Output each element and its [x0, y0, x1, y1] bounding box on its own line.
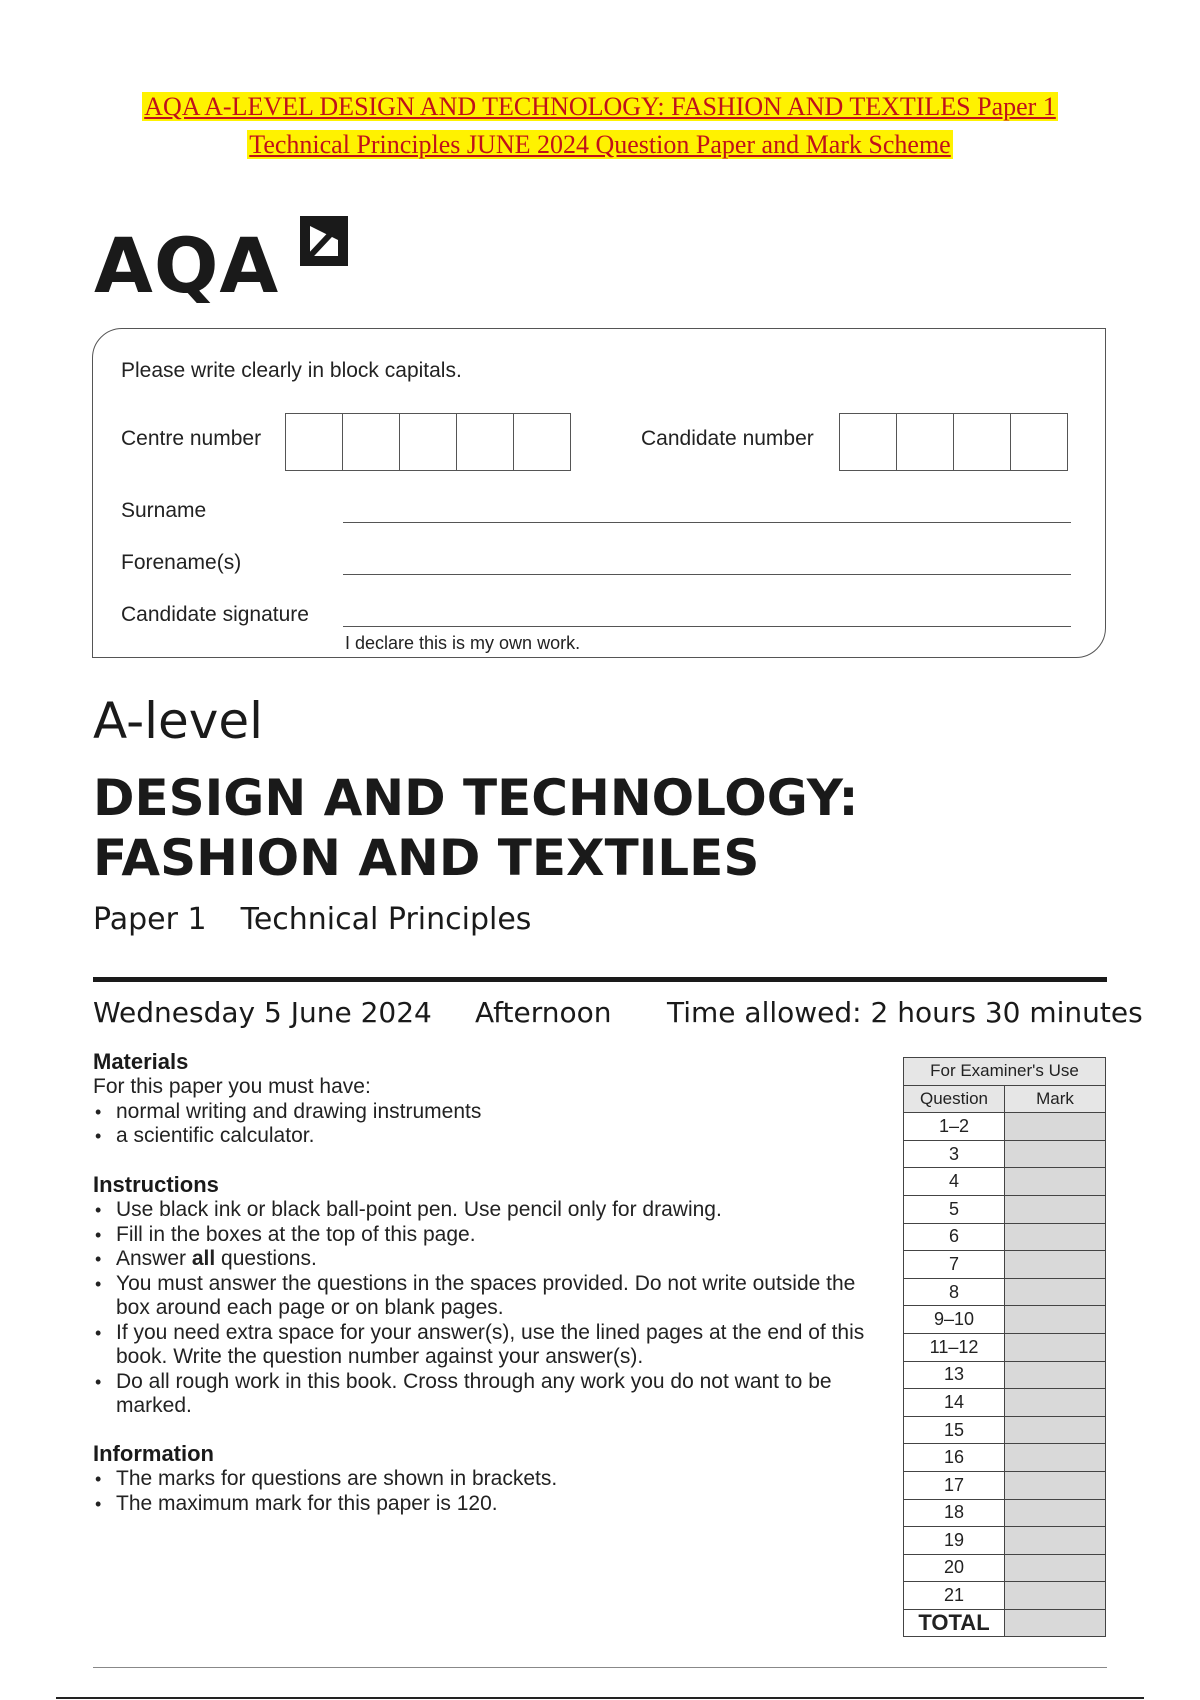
- mark-cell[interactable]: [1005, 1278, 1106, 1306]
- forename-field[interactable]: [343, 574, 1071, 575]
- centre-digit-box[interactable]: [457, 414, 514, 470]
- list-item: • If you need extra space for your answer(s), use the lined pages at the end of this book. Write the question number against your answer(s).: [93, 1321, 893, 1370]
- mark-cell[interactable]: [1005, 1306, 1106, 1334]
- information-section: [93, 1441, 893, 1516]
- mark-cell[interactable]: [1005, 1333, 1106, 1361]
- table-row: [904, 1444, 1106, 1472]
- table-row: [904, 1251, 1106, 1279]
- subject-title-line-1: DESIGN AND TECHNOLOGY:: [93, 769, 859, 827]
- time-allowed: Time allowed: 2 hours 30 minutes: [667, 996, 1143, 1029]
- centre-digit-box[interactable]: [286, 414, 343, 470]
- qualification-level: A-level: [93, 692, 264, 750]
- instructions-heading: Instructions: [93, 1172, 219, 1197]
- question-column-header: Question: [904, 1085, 1005, 1113]
- table-row: [904, 1306, 1106, 1334]
- mark-cell[interactable]: [1005, 1416, 1106, 1444]
- materials-section: [93, 1049, 893, 1149]
- centre-digit-box[interactable]: [514, 414, 570, 470]
- table-row: [904, 1278, 1106, 1306]
- candidate-number-label: Candidate number: [641, 427, 814, 450]
- list-item: • a scientific calculator.: [93, 1124, 893, 1149]
- information-list: [93, 1467, 893, 1516]
- paper-number: Paper 1: [93, 902, 207, 937]
- mark-cell[interactable]: [1005, 1444, 1106, 1472]
- question-cell: 1–2: [904, 1113, 1005, 1141]
- aqa-logo: AQA: [94, 221, 280, 310]
- page-bottom-rule: [56, 1697, 1144, 1699]
- question-cell: 8: [904, 1278, 1005, 1306]
- materials-list: [93, 1100, 893, 1149]
- question-cell: 18: [904, 1499, 1005, 1527]
- candidate-number-input[interactable]: [839, 413, 1068, 471]
- centre-digit-box[interactable]: [343, 414, 400, 470]
- subject-title-line-2: FASHION AND TEXTILES: [93, 829, 760, 887]
- list-item-text: Answer: [116, 1247, 192, 1270]
- question-cell: 7: [904, 1251, 1005, 1279]
- forename-label: Forename(s): [121, 551, 242, 574]
- list-item: • Do all rough work in this book. Cross through any work you do not want to be marked.: [93, 1370, 893, 1419]
- table-row: [904, 1389, 1106, 1417]
- exam-session: Afternoon: [475, 996, 612, 1029]
- subject-title: [93, 768, 859, 888]
- table-row: [904, 1416, 1106, 1444]
- mark-cell[interactable]: [1005, 1168, 1106, 1196]
- form-instruction: Please write clearly in block capitals.: [121, 359, 462, 382]
- table-row: [904, 1499, 1106, 1527]
- total-label: TOTAL: [904, 1609, 1005, 1637]
- question-cell: 11–12: [904, 1333, 1005, 1361]
- materials-heading: Materials: [93, 1049, 189, 1074]
- table-row: [904, 1527, 1106, 1555]
- table-row: [904, 1195, 1106, 1223]
- mark-cell[interactable]: [1005, 1140, 1106, 1168]
- instructions-section: [93, 1172, 893, 1419]
- question-cell: 17: [904, 1471, 1005, 1499]
- question-cell: 9–10: [904, 1306, 1005, 1334]
- surname-field[interactable]: [343, 522, 1071, 523]
- question-cell: 6: [904, 1223, 1005, 1251]
- candidate-digit-box[interactable]: [954, 414, 1011, 470]
- table-row: [904, 1471, 1106, 1499]
- question-cell: 3: [904, 1140, 1005, 1168]
- centre-digit-box[interactable]: [400, 414, 457, 470]
- materials-intro: For this paper you must have:: [93, 1075, 371, 1098]
- question-cell: 20: [904, 1554, 1005, 1582]
- mark-cell[interactable]: [1005, 1223, 1106, 1251]
- footer-divider: [93, 1667, 1107, 1668]
- mark-cell[interactable]: [1005, 1195, 1106, 1223]
- list-item: [93, 1247, 893, 1272]
- question-cell: 19: [904, 1527, 1005, 1555]
- table-header-row: [904, 1085, 1106, 1113]
- total-row: [904, 1609, 1106, 1637]
- paper-subtitle: [93, 902, 531, 937]
- document-banner: [0, 88, 1200, 164]
- candidate-digit-box[interactable]: [897, 414, 954, 470]
- aqa-logo-mark-icon: [296, 212, 354, 270]
- table-title-row: [904, 1058, 1106, 1086]
- question-cell: 13: [904, 1361, 1005, 1389]
- table-row: [904, 1554, 1106, 1582]
- banner-line-2: Technical Principles JUNE 2024 Question Paper and Mark Scheme: [249, 130, 951, 159]
- table-row: [904, 1333, 1106, 1361]
- mark-column-header: Mark: [1005, 1085, 1106, 1113]
- list-item: • Fill in the boxes at the top of this page.: [93, 1223, 893, 1248]
- information-heading: Information: [93, 1441, 214, 1466]
- table-row: [904, 1582, 1106, 1610]
- list-item: • The marks for questions are shown in brackets.: [93, 1467, 893, 1492]
- signature-field[interactable]: [343, 626, 1071, 627]
- banner-line-1: AQA A-LEVEL DESIGN AND TECHNOLOGY: FASHION AND TEXTILES Paper 1: [144, 92, 1056, 121]
- signature-label: Candidate signature: [121, 603, 309, 626]
- centre-number-label: Centre number: [121, 427, 262, 450]
- question-cell: 5: [904, 1195, 1005, 1223]
- question-cell: 21: [904, 1582, 1005, 1610]
- examiner-use-table: [903, 1057, 1106, 1637]
- table-row: [904, 1140, 1106, 1168]
- list-item: • The maximum mark for this paper is 120.: [93, 1492, 893, 1517]
- table-row: [904, 1168, 1106, 1196]
- question-cell: 15: [904, 1416, 1005, 1444]
- list-item: • normal writing and drawing instruments: [93, 1100, 893, 1125]
- mark-cell[interactable]: [1005, 1389, 1106, 1417]
- total-mark-cell[interactable]: [1005, 1609, 1106, 1637]
- mark-cell[interactable]: [1005, 1554, 1106, 1582]
- emphasis-all: all: [191, 1247, 216, 1270]
- surname-label: Surname: [121, 499, 207, 522]
- centre-number-input[interactable]: [285, 413, 571, 471]
- table-row: [904, 1223, 1106, 1251]
- candidate-digit-box[interactable]: [1011, 414, 1067, 470]
- title-divider: [93, 977, 1107, 982]
- list-item: • You must answer the questions in the spaces provided. Do not write outside the box around each page or on blank pages.: [93, 1272, 893, 1321]
- mark-cell[interactable]: [1005, 1471, 1106, 1499]
- table-row: [904, 1361, 1106, 1389]
- mark-cell[interactable]: [1005, 1361, 1106, 1389]
- list-item: • Use black ink or black ball-point pen. Use pencil only for drawing.: [93, 1198, 893, 1223]
- question-cell: 4: [904, 1168, 1005, 1196]
- list-item-text: questions.: [215, 1247, 317, 1270]
- question-cell: 16: [904, 1444, 1005, 1472]
- mark-cell[interactable]: [1005, 1582, 1106, 1610]
- exam-date: Wednesday 5 June 2024: [93, 996, 432, 1029]
- mark-cell[interactable]: [1005, 1527, 1106, 1555]
- table-row: [904, 1113, 1106, 1141]
- declaration-text: I declare this is my own work.: [345, 633, 581, 653]
- candidate-digit-box[interactable]: [840, 414, 897, 470]
- mark-cell[interactable]: [1005, 1251, 1106, 1279]
- paper-name: Technical Principles: [240, 902, 532, 937]
- instructions-list: [93, 1198, 893, 1419]
- mark-cell[interactable]: [1005, 1499, 1106, 1527]
- mark-cell[interactable]: [1005, 1113, 1106, 1141]
- question-cell: 14: [904, 1389, 1005, 1417]
- candidate-details-box: [92, 328, 1106, 658]
- table-title: For Examiner's Use: [904, 1058, 1106, 1086]
